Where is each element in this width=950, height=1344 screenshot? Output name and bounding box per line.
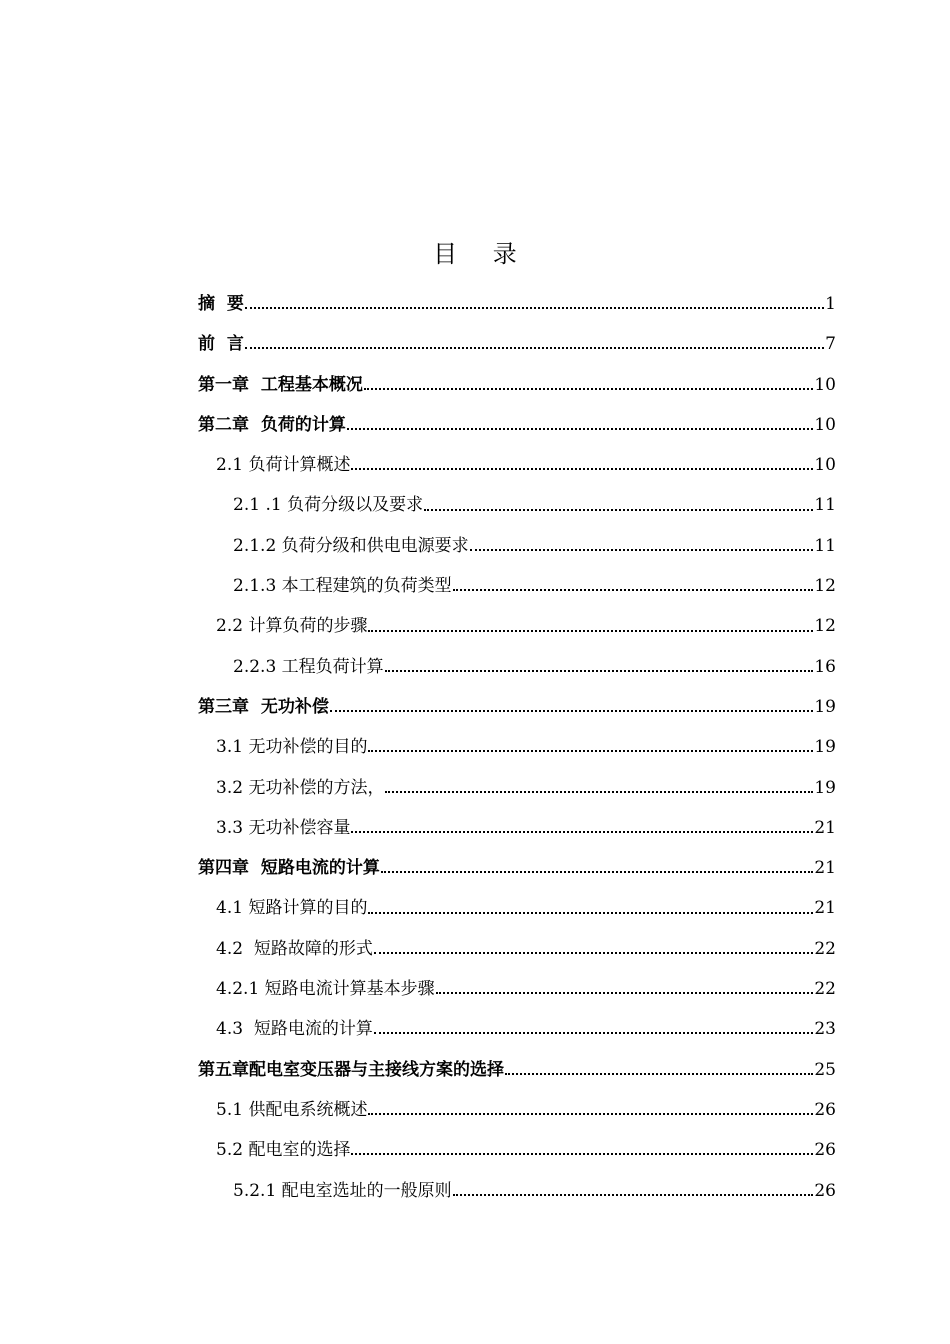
toc-entry[interactable]: [198, 1050, 836, 1090]
toc-entry-label: 5.2 配电室的选择: [216, 1140, 351, 1161]
toc-entry-page: 22: [814, 938, 836, 959]
toc-entry-label: 3.2 无功补偿的方法，: [216, 777, 385, 798]
toc-entry-page: 7: [825, 334, 836, 355]
toc-entry-label: 4.3 短路电流的计算: [216, 1019, 373, 1040]
toc-entry-page: 21: [814, 898, 836, 919]
dot-leader: [381, 869, 814, 873]
toc-entry-page: 12: [814, 616, 836, 637]
toc-entry[interactable]: [198, 848, 836, 888]
dot-leader: [330, 708, 814, 712]
toc-entry[interactable]: [198, 929, 836, 969]
toc-entry-label: 第一章 工程基本概况: [198, 374, 363, 395]
toc-entry-label: 2.2 计算负荷的步骤: [216, 616, 368, 637]
dot-leader: [368, 910, 813, 914]
toc-entry-page: 12: [814, 576, 836, 597]
toc-entry-page: 25: [814, 1059, 836, 1080]
toc-entry[interactable]: [198, 1090, 836, 1130]
toc-entry[interactable]: [198, 1130, 836, 1170]
toc-entry[interactable]: [198, 405, 836, 445]
dot-leader: [374, 950, 814, 954]
dot-leader: [368, 748, 813, 752]
toc-entry[interactable]: [198, 727, 836, 767]
toc-entry-page: 22: [814, 979, 836, 1000]
toc-entry-page: 23: [814, 1019, 836, 1040]
toc-entry[interactable]: [198, 365, 836, 405]
toc-entry-page: 21: [814, 817, 836, 838]
toc-entry-label: 第二章 负荷的计算: [198, 414, 346, 435]
dot-leader: [470, 547, 814, 551]
toc-entry-label: 3.3 无功补偿容量: [216, 817, 351, 838]
dot-leader: [385, 789, 813, 793]
toc-entry[interactable]: [198, 324, 836, 364]
toc-entry-label: 2.2.3 工程负荷计算: [233, 656, 384, 677]
toc-entry[interactable]: [198, 606, 836, 646]
toc-entry-label: 2.1.3 本工程建筑的负荷类型: [233, 576, 452, 597]
toc-entry-label: 4.1 短路计算的目的: [216, 898, 368, 919]
dot-leader: [351, 1151, 813, 1155]
dot-leader: [347, 426, 814, 430]
toc-entry-label: 3.1 无功补偿的目的: [216, 737, 368, 758]
dot-leader: [351, 829, 813, 833]
toc-entry-label: 摘 要: [198, 294, 244, 314]
toc-entry-label: 4.2.1 短路电流计算基本步骤: [216, 979, 435, 1000]
dot-leader: [424, 507, 813, 511]
toc-title: 目 录: [433, 240, 531, 268]
toc-entry[interactable]: [198, 526, 836, 566]
toc-entry[interactable]: [198, 808, 836, 848]
toc-entry-page: 26: [814, 1099, 836, 1120]
dot-leader: [364, 386, 814, 390]
toc-entry[interactable]: [198, 284, 836, 324]
toc-list: [198, 284, 836, 1211]
dot-leader: [245, 345, 824, 349]
dot-leader: [385, 668, 814, 672]
toc-entry[interactable]: [198, 647, 836, 687]
toc-entry-page: 1: [825, 294, 836, 314]
toc-entry-page: 19: [814, 777, 836, 798]
toc-entry-page: 16: [814, 656, 836, 677]
toc-entry-label: 4.2 短路故障的形式: [216, 938, 373, 959]
dot-leader: [436, 990, 814, 994]
toc-entry-page: 26: [814, 1140, 836, 1161]
dot-leader: [368, 1111, 813, 1115]
dot-leader: [453, 587, 814, 591]
toc-entry-page: 19: [814, 696, 836, 717]
toc-entry[interactable]: [198, 969, 836, 1009]
toc-entry[interactable]: [198, 768, 836, 808]
toc-entry-page: 19: [814, 737, 836, 758]
dot-leader: [505, 1071, 813, 1075]
toc-entry[interactable]: [198, 566, 836, 606]
toc-entry[interactable]: [198, 687, 836, 727]
toc-entry-page: 10: [814, 455, 836, 476]
toc-entry-label: 第四章 短路电流的计算: [198, 858, 380, 879]
dot-leader: [453, 1192, 814, 1196]
toc-entry[interactable]: [198, 1009, 836, 1049]
toc-entry-label: 第五章配电室变压器与主接线方案的选择: [198, 1059, 504, 1080]
toc-entry-page: 26: [814, 1180, 836, 1201]
toc-entry[interactable]: [198, 1171, 836, 1211]
dot-leader: [245, 305, 824, 309]
toc-entry-label: 2.1 负荷计算概述: [216, 455, 351, 476]
toc-entry-page: 10: [814, 414, 836, 435]
toc-entry[interactable]: [198, 445, 836, 485]
toc-entry[interactable]: [198, 485, 836, 525]
toc-entry[interactable]: [198, 888, 836, 928]
toc-entry-page: 21: [814, 858, 836, 879]
toc-entry-page: 11: [814, 535, 836, 556]
toc-entry-label: 2.1.2 负荷分级和供电电源要求: [233, 535, 469, 556]
toc-entry-label: 5.1 供配电系统概述: [216, 1099, 368, 1120]
dot-leader: [374, 1030, 814, 1034]
toc-entry-label: 5.2.1 配电室选址的一般原则: [233, 1180, 452, 1201]
toc-entry-page: 10: [814, 374, 836, 395]
toc-entry-label: 前 言: [198, 334, 244, 355]
toc-entry-label: 2.1 .1 负荷分级以及要求: [233, 495, 424, 516]
dot-leader: [368, 628, 813, 632]
toc-entry-label: 第三章 无功补偿: [198, 696, 329, 717]
toc-entry-page: 11: [814, 495, 836, 516]
dot-leader: [351, 466, 813, 470]
